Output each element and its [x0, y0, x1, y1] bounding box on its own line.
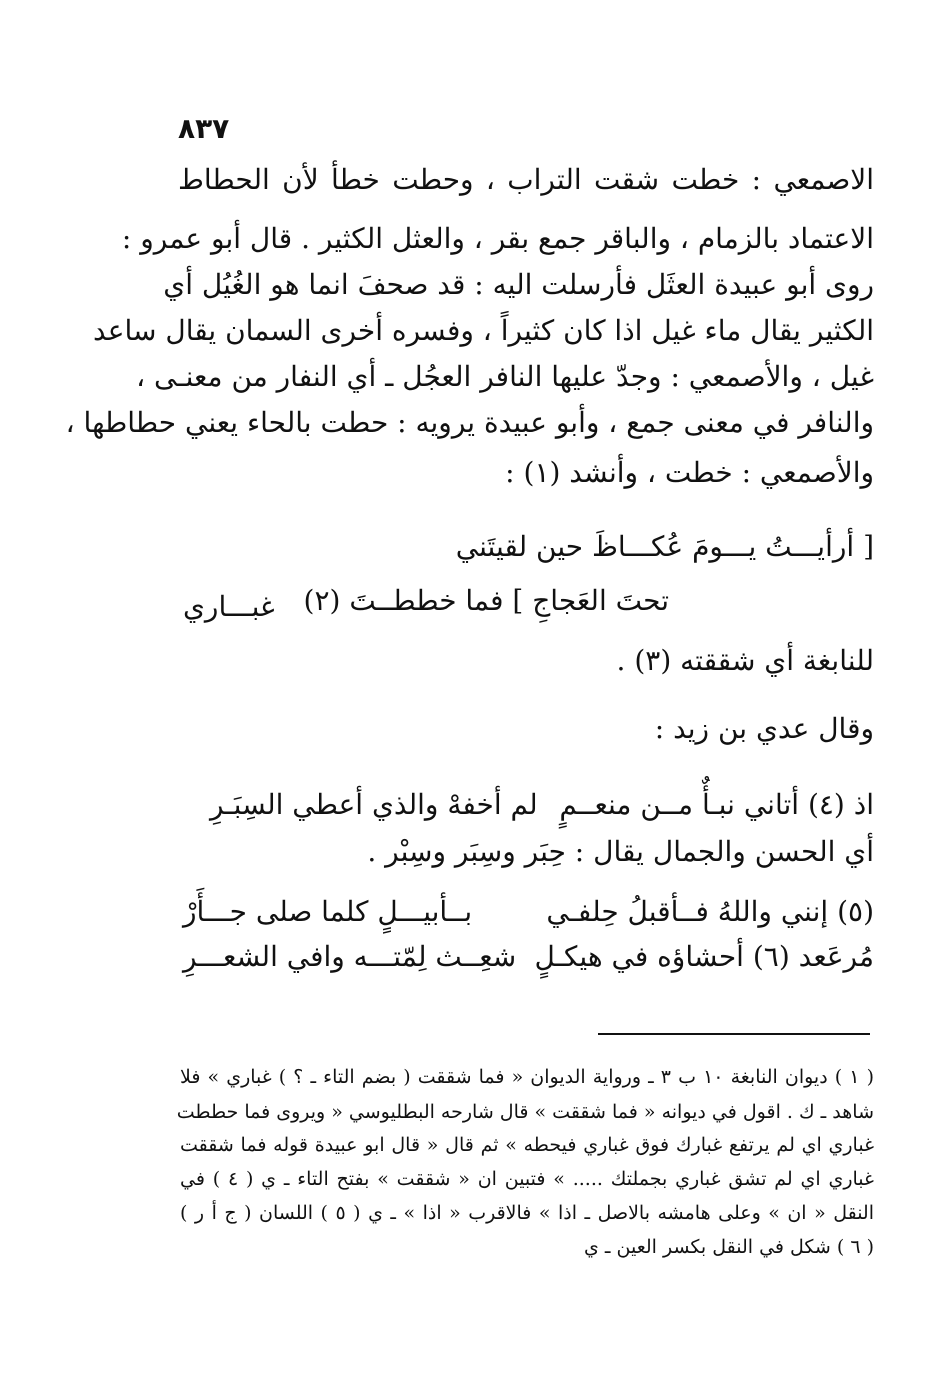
body-line: والنافر في معنى جمع ، وأبو عبيدة يرويه : حطت بالحاء يعني حطاطها ، — [65, 406, 874, 439]
page-number: ٨٣٧ — [178, 112, 230, 145]
attribution: للنابغة أي شققته (٣) . — [616, 644, 874, 677]
footnote-line: النقل « ان » وعلى هامشه بالاصل ـ اذا » فالاقرب « اذا » ـ ي ( ٥ ) اللسان ( ج أ ر ) — [180, 1202, 874, 1224]
body-line: روى أبو عبيدة العثَل فأرسلت اليه : قد صحفَ انما هو الغُيُل أي — [163, 268, 874, 301]
poem-intro: وقال عدي بن زيد : — [654, 712, 874, 745]
footnote-line: ( ٦ ) شكل في النقل بكسر العين ـ ي — [583, 1236, 874, 1258]
body-line: غيل ، والأصمعي : وجدّ عليها النافر العجُل ـ أي النفار من معنـى ، — [136, 360, 874, 393]
verse-line: تحتَ العَجاجِ ] فما خططــتَ (٢) — [303, 584, 669, 617]
verse-hemistich: اذ (٤) أتاني نبـأٌ مــن منعــمٍ — [559, 788, 874, 821]
verse-hemistich: بــأبيـــلٍ كلما صلى جـــأَرْ — [183, 895, 473, 928]
body-line: والأصمعي : خطت ، وأنشد (١) : — [505, 456, 874, 489]
footnote-line: ( ١ ) ديوان النابغة ١٠ ب ٣ ـ ورواية الديوان « فما شققت ( بضم التاء ـ ؟ ) غباري » فلا — [180, 1066, 874, 1088]
verse-hemistich: شعِــث لِمّتـــه وافي الشعـــرِ — [183, 940, 517, 973]
body-line: الاصمعي : خطت شقت التراب ، وحطت خطأ لأن الحطاط — [178, 163, 874, 196]
footnote-line: غباري اي لم تشق غباري بجملتك ..... » فتبين ان « شققت » بفتح التاء ـ ي ( ٤ ) في — [180, 1168, 874, 1190]
verse-hemistich: مُرعَعد (٦) أحشاؤه في هيكـلٍ — [534, 940, 874, 973]
verse-gloss: أي الحسن والجمال يقال : حِبَر وسِبَر وسِبْر . — [367, 835, 874, 868]
verse-line: غبـــاري — [183, 590, 275, 623]
footnote-line: شاهد ـ ك . اقول في ديوانه « فما شققت » قال شارحه البطليوسي « ويروى فما حططت — [176, 1101, 874, 1123]
verse-hemistich: لم أخفهْ والذي أعطي السِبَـرِ — [210, 788, 538, 821]
body-line: الكثير يقال ماء غيل اذا كان كثيراً ، وفسره أخرى السمان يقال ساعد — [93, 314, 874, 347]
verse-line: [ أرأيـــتُ يـــومَ عُكـــاظَ حين لقيتَني — [455, 530, 874, 563]
body-line: الاعتماد بالزمام ، والباقر جمع بقر ، والعثل الكثير . قال أبو عمرو : — [121, 222, 874, 255]
footnote-line: غباري اي لم يرتفع غبارك فوق غباري فيحطه » ثم قال « قال ابو عبيدة قوله فما شققت — [180, 1134, 874, 1156]
verse-hemistich: (٥) إنني واللهُ فــأقبلُ حِلفـي — [546, 895, 874, 928]
footnote-separator — [598, 1033, 870, 1035]
